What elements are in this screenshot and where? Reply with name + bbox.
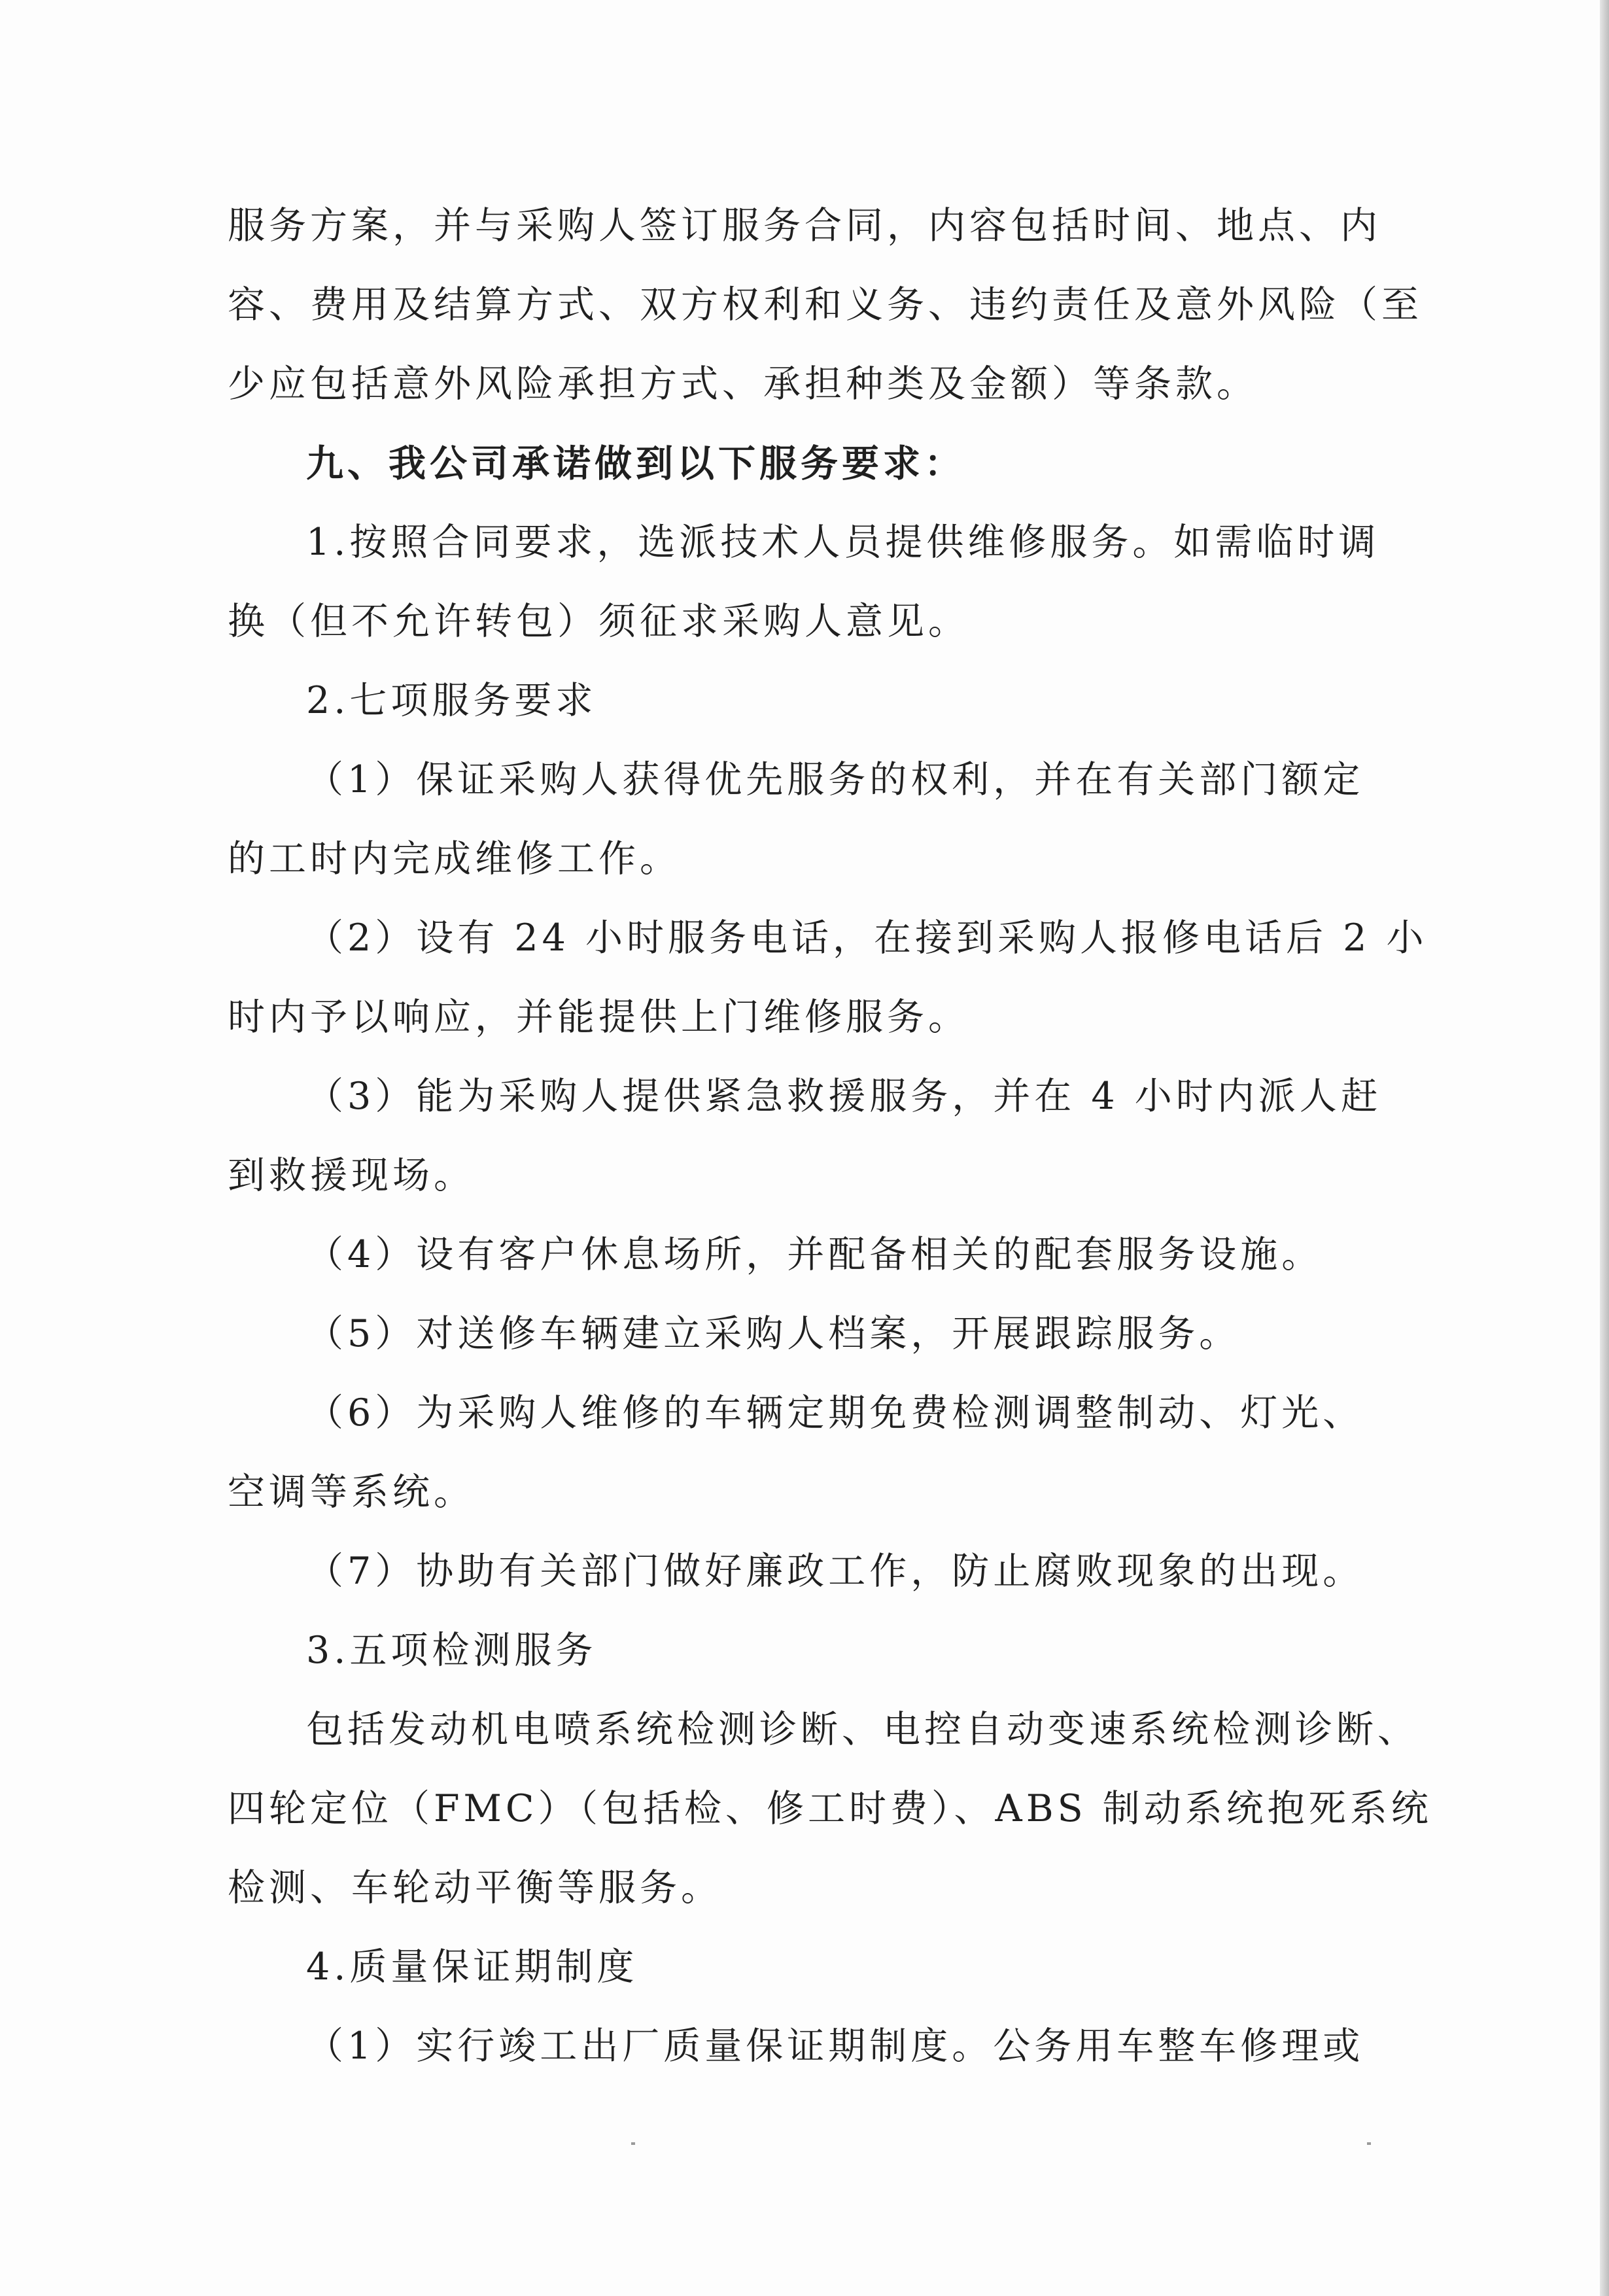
list-item: （1）实行竣工出厂质量保证期制度。公务用车整车修理或 [306, 2025, 1364, 2068]
scan-edge [1600, 0, 1609, 2296]
document-body [228, 186, 1432, 2086]
text-line: 时内予以响应，并能提供上门维修服务。 [228, 996, 969, 1039]
text-line: 到救援现场。 [228, 1154, 475, 1197]
text-line: 换（但不允许转包）须征求采购人意见。 [228, 600, 969, 643]
subsection-heading: 2.七项服务要求 [306, 679, 597, 722]
text-line: 检测、车轮动平衡等服务。 [228, 1866, 722, 1909]
list-item: （6）为采购人维修的车辆定期免费检测调整制动、灯光、 [306, 1391, 1364, 1435]
text-line: 1.按照合同要求，选派技术人员提供维修服务。如需临时调 [306, 521, 1380, 564]
text-line: 空调等系统。 [228, 1470, 475, 1514]
text-line: 服务方案，并与采购人签订服务合同，内容包括时间、地点、内 [228, 204, 1381, 247]
list-item: （7）协助有关部门做好廉政工作，防止腐败现象的出现。 [306, 1550, 1364, 1593]
list-item: （5）对送修车辆建立采购人档案，开展跟踪服务。 [306, 1312, 1241, 1355]
text-line: 容、费用及结算方式、双方权利和义务、违约责任及意外风险（至 [228, 283, 1423, 326]
section-heading: 九、我公司承诺做到以下服务要求： [306, 442, 965, 485]
text-line: 四轮定位（FMC）（包括检、修工时费）、ABS 制动系统抱死系统 [228, 1787, 1432, 1830]
scan-speck [631, 2142, 635, 2145]
list-item: （4）设有客户休息场所，并配备相关的配套服务设施。 [306, 1233, 1323, 1276]
text-line: 包括发动机电喷系统检测诊断、电控自动变速系统检测诊断、 [306, 1708, 1419, 1751]
scan-speck [1367, 2142, 1371, 2145]
subsection-heading: 3.五项检测服务 [306, 1629, 597, 1672]
text-line: 少应包括意外风险承担方式、承担种类及金额）等条款。 [228, 362, 1258, 406]
text-line: 的工时内完成维修工作。 [228, 837, 681, 880]
subsection-heading: 4.质量保证期制度 [306, 1945, 638, 1989]
list-item: （1）保证采购人获得优先服务的权利，并在有关部门额定 [306, 758, 1364, 801]
list-item: （3）能为采购人提供紧急救援服务，并在 4 小时内派人赶 [306, 1075, 1382, 1118]
list-item: （2）设有 24 小时服务电话，在接到采购人报修电话后 2 小 [306, 916, 1428, 960]
